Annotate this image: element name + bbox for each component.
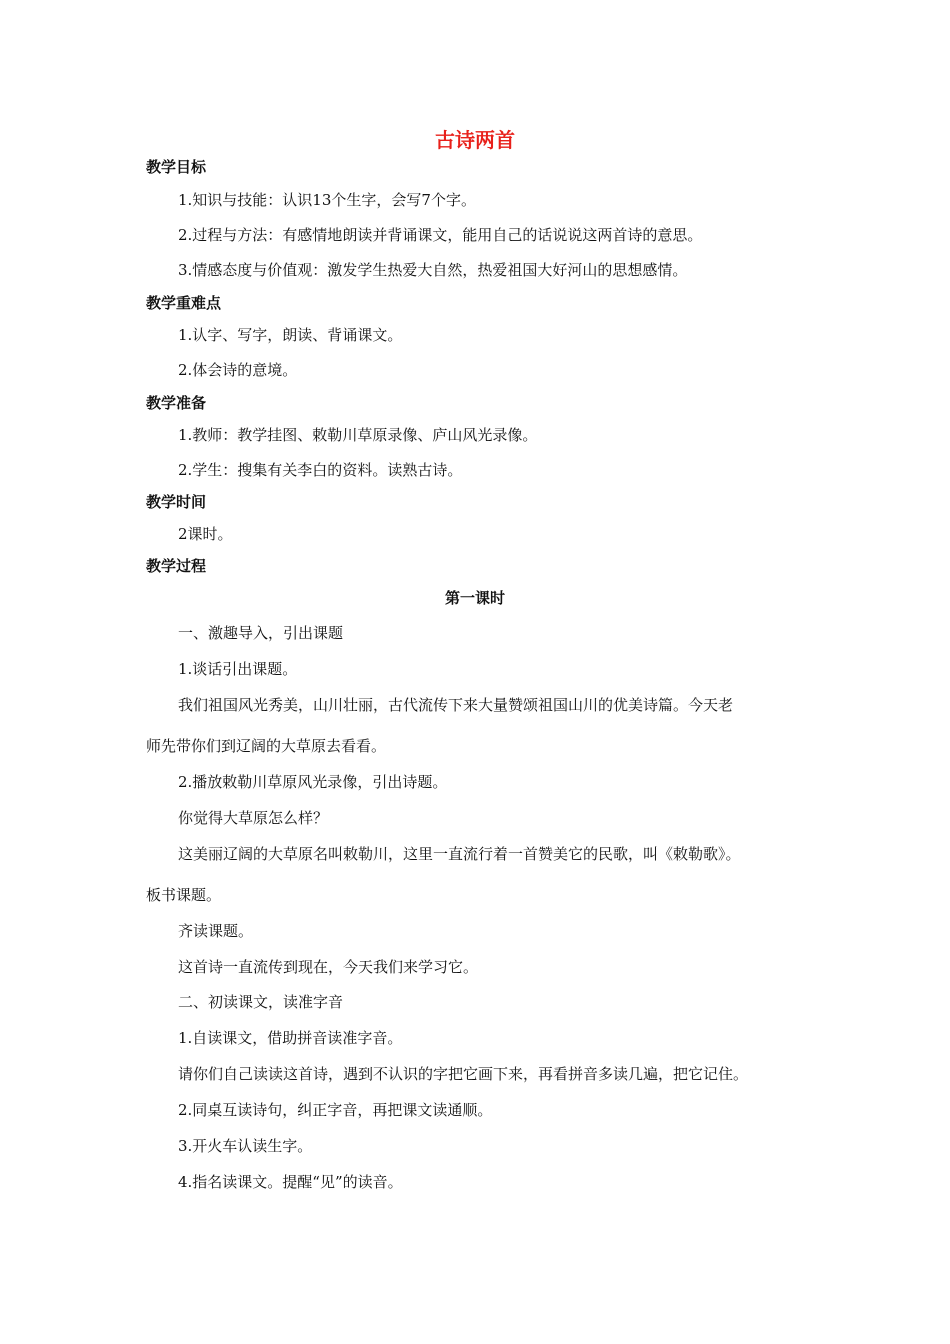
preparation-item: 1.教师：教学挂图、敕勒川草原录像、庐山风光录像。 [178,426,538,444]
lesson-title: 第一课时 [444,589,505,607]
goal-item: 2.过程与方法：有感情地朗读并背诵课文，能用自己的话说说这两首诗的意思。 [178,226,703,244]
process-line: 师先带你们到辽阔的大草原去看看。 [146,737,387,755]
process-line: 2.同桌互读诗句，纠正字音，再把课文读通顺。 [178,1101,493,1119]
key-point-item: 2.体会诗的意境。 [178,361,298,379]
goal-item: 1.知识与技能：认识13个生字，会写7个字。 [178,191,476,209]
process-line: 2.播放敕勒川草原风光录像，引出诗题。 [178,773,448,791]
process-line: 4.指名读课文。提醒“见”的读音。 [178,1173,403,1191]
process-line: 这首诗一直流传到现在，今天我们来学习它。 [178,958,479,976]
section-heading-key-points: 教学重难点 [146,294,222,312]
section-heading-process: 教学过程 [146,557,207,575]
process-line: 二、初读课文，读准字音 [178,993,344,1011]
section-heading-preparation: 教学准备 [146,394,207,412]
process-line: 3.开火车认读生字。 [178,1137,313,1155]
process-line: 齐读课题。 [178,922,254,940]
goal-item: 3.情感态度与价值观：激发学生热爱大自然，热爱祖国大好河山的思想感情。 [178,261,688,279]
key-point-item: 1.认字、写字，朗读、背诵课文。 [178,326,403,344]
process-line: 板书课题。 [146,886,222,904]
document-title: 古诗两首 [435,128,515,152]
section-heading-time: 教学时间 [146,493,207,511]
preparation-item: 2.学生：搜集有关李白的资料。读熟古诗。 [178,461,463,479]
process-line: 你觉得大草原怎么样？ [178,809,329,827]
process-line: 1.谈话引出课题。 [178,660,298,678]
process-line: 1.自读课文，借助拼音读准字音。 [178,1029,403,1047]
process-line: 请你们自己读读这首诗，遇到不认识的字把它画下来，再看拼音多读几遍，把它记住。 [178,1065,749,1083]
process-line: 一、激趣导入，引出课题 [178,624,344,642]
process-line: 这美丽辽阔的大草原名叫敕勒川，这里一直流行着一首赞美它的民歌，叫《敕勒歌》。 [178,845,741,863]
section-heading-goals: 教学目标 [146,158,207,176]
process-line: 我们祖国风光秀美，山川壮丽，古代流传下来大量赞颂祖国山川的优美诗篇。今天老 [178,696,734,714]
time-item: 2课时。 [178,525,233,543]
